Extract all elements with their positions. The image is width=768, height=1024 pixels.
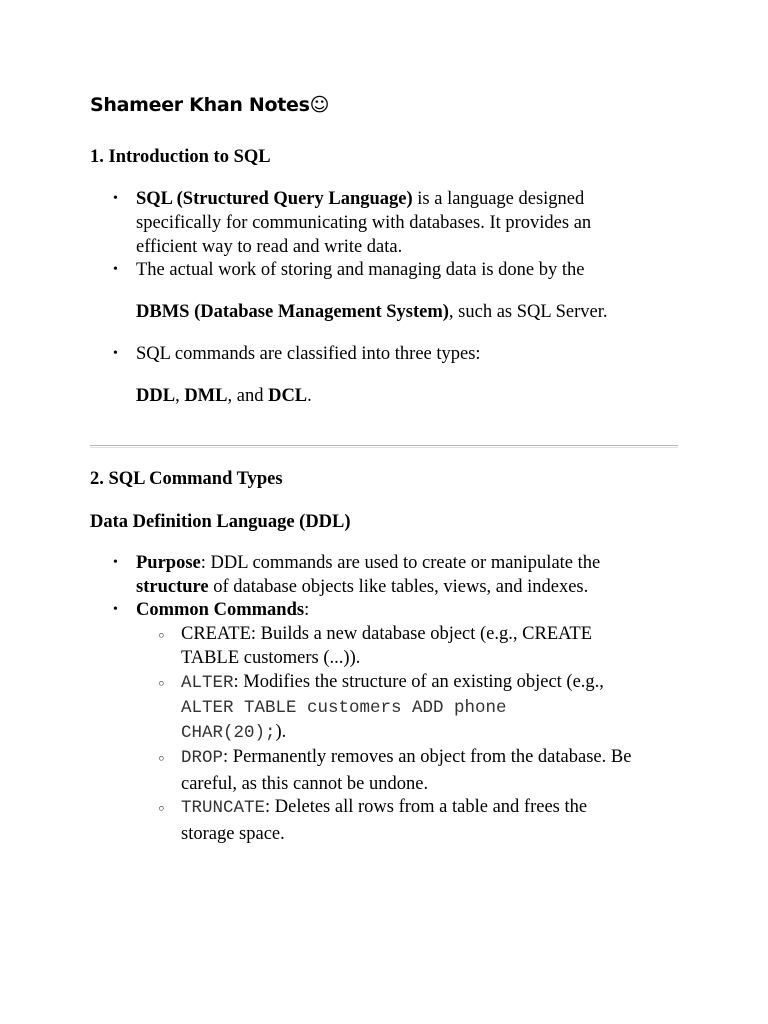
bullet-line: efficient way to read and write data. [136, 237, 403, 257]
bullet-command-types [113, 342, 681, 366]
text-run: : [304, 600, 310, 620]
text-run: : Modifies the structure of an existing object (e.g., [233, 672, 604, 692]
subitem-line [181, 794, 681, 821]
bullet-line [136, 187, 681, 211]
sub-bullet-circle: ◦ [157, 750, 166, 768]
code-drop: DROP [181, 748, 224, 768]
bullet-dbms [113, 258, 681, 282]
text-run: : Deletes all rows from a table and frees the [265, 797, 588, 817]
text-run: : DDL commands are used to create or manipulate the [200, 553, 601, 573]
bullet-dot: • [113, 346, 118, 361]
section-2-heading: 2. SQL Command Types [90, 469, 283, 489]
subitem-line: careful, as this cannot be undone. [181, 774, 429, 794]
bullet-dot: • [113, 555, 118, 570]
text-run: , and [227, 386, 269, 406]
bullet-line: specifically for communicating with databases. It provides an [136, 213, 592, 233]
bullet-dbms-continuation [136, 300, 681, 324]
subitem-line [181, 744, 681, 771]
subitem-line: TABLE customers (...)). [181, 648, 361, 668]
bullet-dot: • [113, 602, 118, 617]
text-run: : Permanently removes an object from the database. Be [223, 747, 632, 767]
bullet-line [136, 551, 681, 575]
bullet-purpose [113, 551, 681, 599]
subitem-line: storage space. [181, 824, 285, 844]
subitem-create [157, 622, 681, 670]
bold-term: structure [136, 577, 209, 597]
subitem-line [181, 720, 681, 745]
bold-term: SQL (Structured Query Language) [136, 189, 413, 209]
term-ddl: DDL [136, 386, 176, 406]
document-title: Shameer Khan Notes☺ [90, 94, 330, 116]
subitem-line: CREATE: Builds a new database object (e.g., CREATE [181, 624, 593, 644]
ddl-subheading: Data Definition Language (DDL) [90, 512, 351, 532]
code-alter-statement: ALTER TABLE customers ADD phone [181, 698, 507, 718]
code-char: CHAR(20); [181, 723, 276, 743]
text-run: is a language designed [412, 189, 585, 209]
bullet-line [136, 575, 681, 599]
bullet-sql-definition [113, 187, 681, 259]
code-truncate: TRUNCATE [181, 798, 266, 818]
bullet-dot: • [113, 262, 118, 277]
term-dcl: DCL [268, 386, 308, 406]
section-1-heading: 1. Introduction to SQL [90, 147, 271, 167]
bullet-line [136, 598, 681, 622]
bold-term: Purpose [136, 553, 201, 573]
sub-bullet-circle: ◦ [157, 627, 166, 645]
bullet-line: The actual work of storing and managing data is done by the [136, 260, 585, 280]
bullet-command-types-continuation [136, 384, 681, 408]
bold-term: Common Commands [136, 600, 305, 620]
bullet-line: SQL commands are classified into three types: [136, 344, 481, 364]
bullet-common-commands [113, 598, 681, 622]
subitem-truncate [157, 794, 681, 847]
text-run: of database objects like tables, views, and indexes. [208, 577, 589, 597]
bullet-dot: • [113, 191, 118, 206]
text-run: , such as SQL Server. [448, 302, 608, 322]
subitem-drop [157, 744, 681, 797]
code-alter: ALTER [181, 673, 234, 693]
subitem-alter [157, 670, 681, 745]
sub-bullet-circle: ◦ [157, 675, 166, 693]
text-run: , [175, 386, 185, 406]
text-run: ). [275, 722, 287, 742]
term-dml: DML [184, 386, 228, 406]
subitem-line [181, 695, 681, 720]
subitem-line [181, 670, 681, 695]
horizontal-rule [90, 445, 678, 448]
sub-bullet-circle: ◦ [157, 800, 166, 818]
bold-term: DBMS (Database Management System) [136, 302, 449, 322]
text-run: . [307, 386, 312, 406]
